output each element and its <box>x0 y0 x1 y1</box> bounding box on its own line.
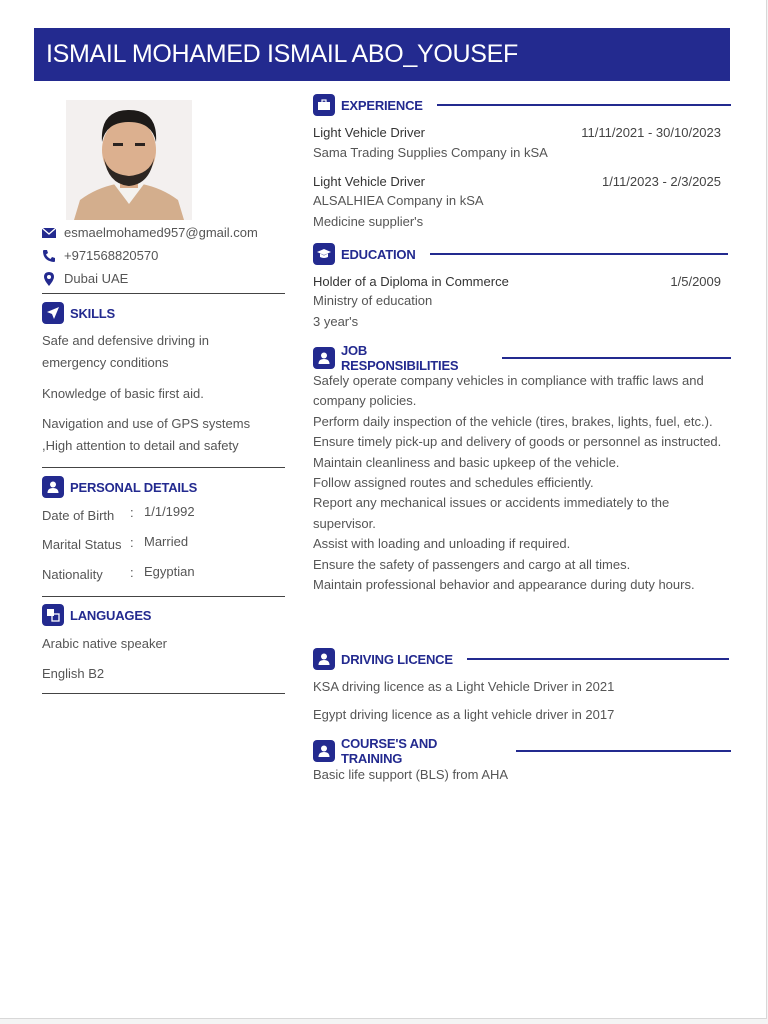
section-rule <box>467 658 729 660</box>
section-rule <box>516 750 732 752</box>
dob-value: 1/1/1992 <box>144 504 195 519</box>
responsibility-item: Follow assigned routes and schedules efficiently. <box>313 475 594 491</box>
nationality-label: Nationality <box>42 567 103 582</box>
responsibility-item: Assist with loading and unloading if required. <box>313 536 571 552</box>
marital-label: Marital Status <box>42 537 122 552</box>
duration: 3 year's <box>313 314 359 329</box>
user-icon <box>42 476 64 498</box>
responsibilities-list <box>313 371 731 595</box>
dob-separator: : <box>130 505 134 520</box>
phone-icon <box>42 249 56 263</box>
skills-heading: SKILLS <box>42 302 115 324</box>
licence-item: Egypt driving licence as a light vehicle driver in 2017 <box>313 707 615 722</box>
job-dates: 11/11/2021 - 30/10/2023 <box>581 125 721 140</box>
divider <box>42 467 285 468</box>
degree: Holder of a Diploma in Commerce <box>313 274 509 289</box>
header-banner <box>34 28 730 81</box>
section-rule <box>430 253 728 255</box>
profile-photo <box>66 100 192 220</box>
language-item: Arabic native speaker <box>42 636 168 651</box>
experience-heading: EXPERIENCE <box>313 94 731 116</box>
responsibility-item: Maintain professional behavior and appearance during duty hours. <box>313 577 695 593</box>
licence-item: KSA driving licence as a Light Vehicle Driver in 2021 <box>313 679 615 694</box>
contact-email[interactable] <box>42 225 258 240</box>
translate-icon <box>42 604 64 626</box>
contact-location <box>42 271 128 286</box>
institution: Ministry of education <box>313 293 433 308</box>
section-rule <box>437 104 731 106</box>
briefcase-icon <box>313 94 335 116</box>
location-text: Dubai UAE <box>64 271 129 286</box>
education-heading: EDUCATION <box>313 243 728 265</box>
language-item: English B2 <box>42 666 105 681</box>
job-company: Sama Trading Supplies Company in kSA <box>313 145 548 160</box>
skill-item: Navigation and use of GPS systems ,High attention to detail and safety <box>42 416 251 453</box>
user-icon <box>313 347 335 369</box>
job-note: Medicine supplier's <box>313 214 424 229</box>
responsibility-item: Ensure timely pick-up and delivery of goods or personnel as instructed. <box>313 434 722 450</box>
responsibilities-heading: JOB RESPONSIBILITIES <box>313 343 731 373</box>
candidate-name: ISMAIL MOHAMED ISMAIL ABO_YOUSEF <box>46 40 518 68</box>
nationality-separator: : <box>130 565 134 580</box>
course-item: Basic life support (BLS) from AHA <box>313 767 509 782</box>
contact-phone[interactable] <box>42 248 158 263</box>
courses-heading: COURSE'S AND TRAINING <box>313 736 731 766</box>
driving-licence-heading: DRIVING LICENCE <box>313 648 729 670</box>
marital-value: Married <box>144 534 189 549</box>
responsibility-item: Perform daily inspection of the vehicle (tires, brakes, lights, fuel, etc.). <box>313 413 713 429</box>
divider <box>42 596 285 597</box>
paper-plane-icon <box>42 302 64 324</box>
graduation-cap-icon <box>313 243 335 265</box>
divider <box>42 693 285 694</box>
user-icon <box>313 740 335 762</box>
envelope-icon <box>42 226 56 240</box>
job-company: ALSALHIEA Company in kSA <box>313 193 484 208</box>
languages-heading: LANGUAGES <box>42 604 151 626</box>
divider <box>42 293 285 294</box>
personal-details-heading: PERSONAL DETAILS <box>42 476 197 498</box>
nationality-value: Egyptian <box>144 564 195 579</box>
skill-item: Safe and defensive driving in emergency conditions <box>42 333 209 370</box>
responsibility-item: Safely operate company vehicles in compliance with traffic laws and company policies. <box>313 373 704 409</box>
job-title: Light Vehicle Driver <box>313 174 425 189</box>
user-icon <box>313 648 335 670</box>
email-text: esmaelmohamed957@gmail.com <box>64 225 258 240</box>
degree-date: 1/5/2009 <box>670 274 721 289</box>
location-pin-icon <box>42 272 56 286</box>
job-dates: 1/11/2023 - 2/3/2025 <box>601 174 721 189</box>
skill-item: Knowledge of basic first aid. <box>42 386 204 401</box>
responsibility-item: Report any mechanical issues or accidents immediately to the supervisor. <box>313 495 670 531</box>
responsibility-item: Ensure the safety of passengers and cargo at all times. <box>313 556 631 572</box>
phone-text: +971568820570 <box>64 248 159 263</box>
job-title: Light Vehicle Driver <box>313 125 425 140</box>
dob-label: Date of Birth <box>42 508 115 523</box>
section-rule <box>502 357 731 359</box>
responsibility-item: Maintain cleanliness and basic upkeep of the vehicle. <box>313 454 620 470</box>
marital-separator: : <box>130 535 134 550</box>
